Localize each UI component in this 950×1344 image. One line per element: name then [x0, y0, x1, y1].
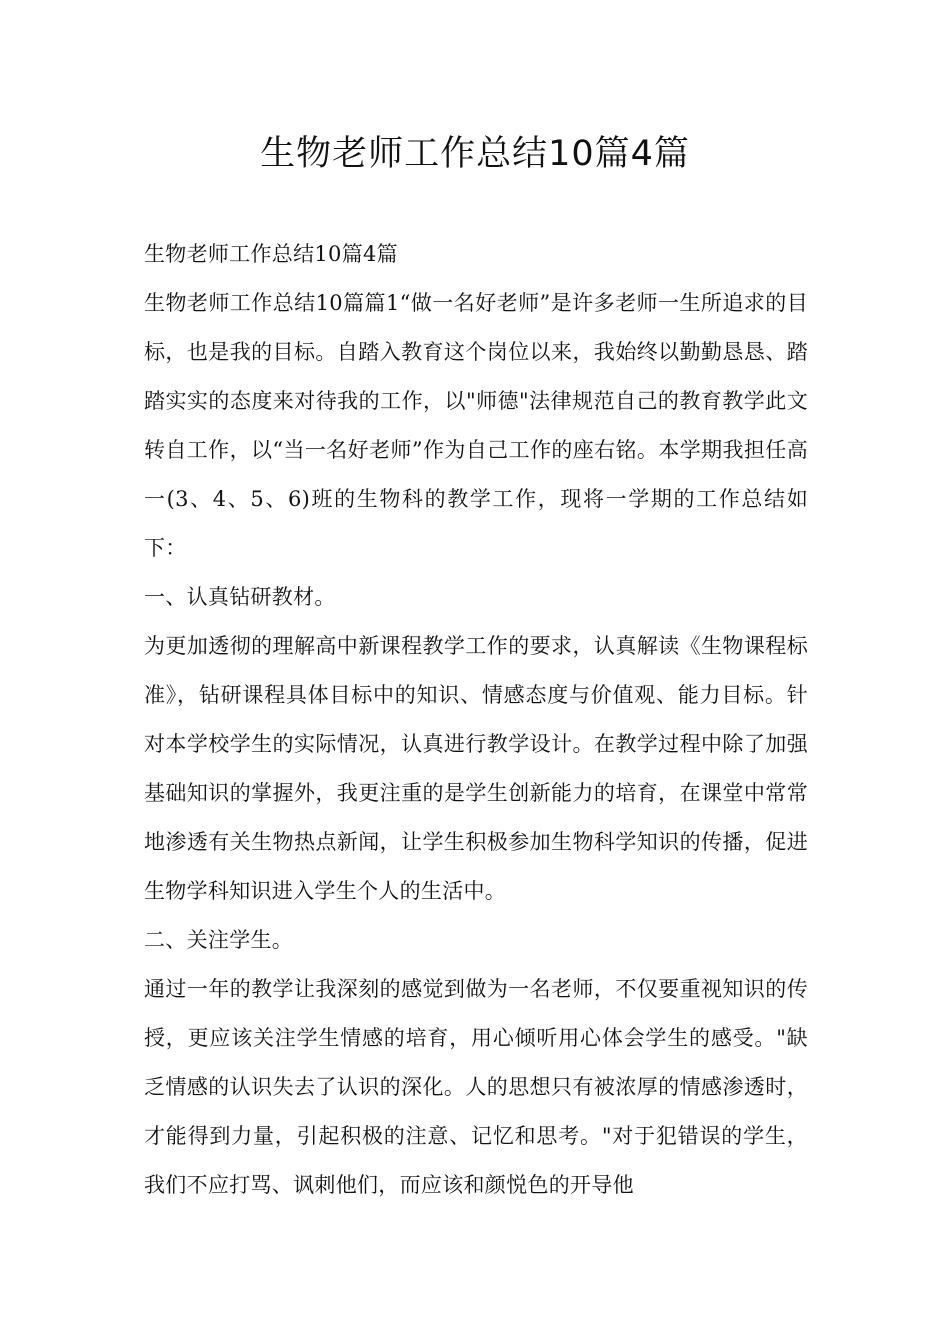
section-heading-1: 一、认真钻研教材。 — [144, 585, 336, 609]
document-body — [144, 230, 808, 1210]
document-title: 生物老师工作总结10篇4篇 — [260, 134, 690, 174]
paragraph-intro: 生物老师工作总结10篇篇1“做一名好老师”是许多老师一生所追求的目标，也是我的目标。自踏入教育这个岗位以来，我始终以勤勤恳恳、踏踏实实的态度来对待我的工作，以"师德"法律规范自己的教育教学此文转自工作，以“当一名好老师”作为自己工作的座右铭。本学期我担任高一(3、4、5、6)班的生物科的教学工作，现将一学期的工作总结如下： — [144, 291, 808, 560]
paragraph-section-1: 为更加透彻的理解高中新课程教学工作的要求，认真解读《生物课程标准》，钻研课程具体目标中的知识、情感态度与价值观、能力目标。针对本学校学生的实际情况，认真进行教学设计。在教学过程中除了加强基础知识的掌握外，我更注重的是学生创新能力的培育，在课堂中常常地渗透有关生物热点新闻，让学生积极参加生物科学知识的传播，促进生物学科知识进入学生个人的生活中。 — [144, 634, 808, 903]
section-heading-2: 二、关注学生。 — [144, 928, 294, 952]
paragraph-section-2: 通过一年的教学让我深刻的感觉到做为一名老师，不仅要重视知识的传授，更应该关注学生情感的培育，用心倾听用心体会学生的感受。"缺乏情感的认识失去了认识的深化。人的思想只有被浓厚的情感渗透时，才能得到力量，引起积极的注意、记忆和思考。"对于犯错误的学生，我们不应打骂、讽刺他们，而应该和颜悦色的开导他 — [144, 977, 808, 1197]
paragraph-subtitle: 生物老师工作总结10篇4篇 — [144, 242, 398, 266]
